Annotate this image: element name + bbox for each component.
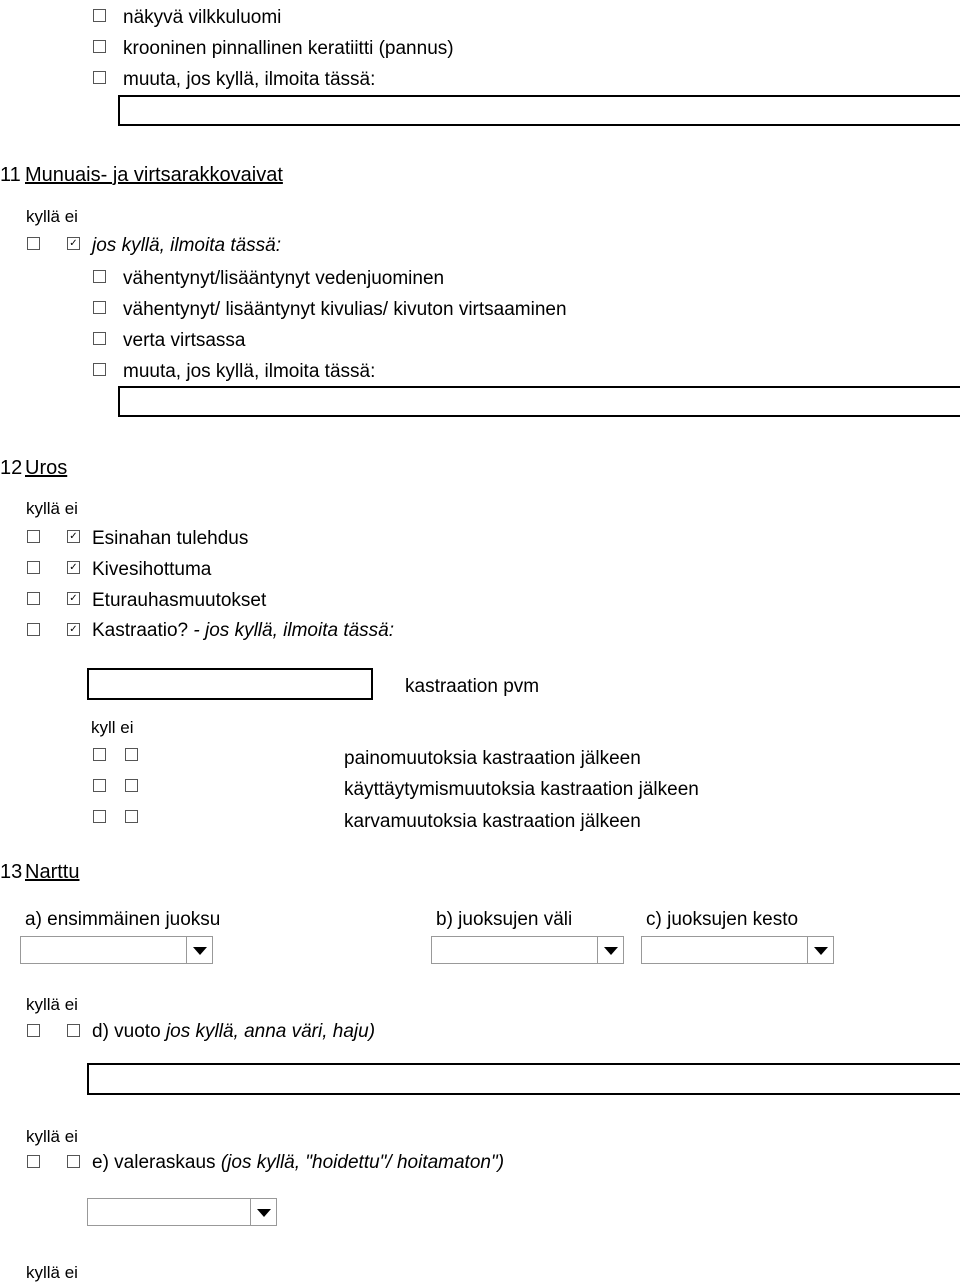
section-title: Narttu xyxy=(25,861,80,883)
instruction-text: jos kyllä, ilmoita tässä: xyxy=(92,235,282,256)
other-eye-text-field[interactable] xyxy=(118,95,960,126)
item-label: karvamuutoksia kastraation jälkeen xyxy=(344,811,641,832)
check-mark-icon: ✓ xyxy=(69,593,78,604)
option-label: vähentynyt/ lisääntynyt kivulias/ kivuton virtsaaminen xyxy=(123,299,567,320)
checkbox-yes[interactable] xyxy=(93,748,106,761)
chevron-down-icon[interactable] xyxy=(807,937,833,963)
section-number: 13 xyxy=(0,861,23,883)
checkbox-yes[interactable] xyxy=(27,1155,40,1168)
checkbox-yes[interactable] xyxy=(27,561,40,574)
castration-date-label: kastraation pvm xyxy=(405,676,540,697)
option-label: vähentynyt/lisääntynyt vedenjuominen xyxy=(123,268,445,289)
checkbox-other-urinary[interactable] xyxy=(93,363,106,376)
checkbox-yes[interactable] xyxy=(27,1024,40,1037)
item-label: Kivesihottuma xyxy=(92,559,212,580)
castration-date-field[interactable] xyxy=(87,668,373,700)
yes-no-header: kyllä ei xyxy=(26,1127,78,1146)
checkbox-no[interactable] xyxy=(67,1155,80,1168)
checkbox-yes[interactable] xyxy=(27,530,40,543)
pseudopregnancy-select[interactable] xyxy=(87,1198,277,1226)
item-label: Eturauhasmuutokset xyxy=(92,590,267,611)
chevron-down-icon[interactable] xyxy=(597,937,623,963)
checkbox-yes[interactable] xyxy=(27,237,40,250)
checkbox-no[interactable] xyxy=(67,237,80,250)
checkbox-no[interactable] xyxy=(67,592,80,605)
heat-duration-label: c) juoksujen kesto xyxy=(646,909,799,930)
checkbox-urination[interactable] xyxy=(93,301,106,314)
option-label: muuta, jos kyllä, ilmoita tässä: xyxy=(123,69,376,90)
other-urinary-text-field[interactable] xyxy=(118,386,960,417)
checkbox-yes[interactable] xyxy=(27,592,40,605)
heat-interval-label: b) juoksujen väli xyxy=(436,909,573,930)
check-mark-icon: ✓ xyxy=(69,624,78,635)
checkbox-no[interactable] xyxy=(67,623,80,636)
yes-no-header: kyllä ei xyxy=(26,499,78,518)
instruction-text: - jos kyllä, ilmoita tässä: xyxy=(193,620,395,641)
checkbox-yes[interactable] xyxy=(93,810,106,823)
yes-no-header: kyllä ei xyxy=(26,995,78,1014)
checkbox-yes[interactable] xyxy=(93,779,106,792)
checkbox-other-eye[interactable] xyxy=(93,71,106,84)
checkbox-pannus[interactable] xyxy=(93,40,106,53)
heat-interval-select[interactable] xyxy=(431,936,624,964)
yes-no-header: kyllä ei xyxy=(26,1263,78,1282)
checkbox-no[interactable] xyxy=(67,530,80,543)
checkbox-no[interactable] xyxy=(125,810,138,823)
item-label xyxy=(92,1152,504,1174)
heat-duration-select[interactable] xyxy=(641,936,834,964)
instruction-text: jos kyllä, anna väri, haju) xyxy=(165,1021,376,1042)
checkbox-visible-third-eyelid[interactable] xyxy=(93,9,106,22)
item-label xyxy=(92,620,394,642)
castration-label: Kastraatio? xyxy=(92,620,189,641)
checkbox-blood-in-urine[interactable] xyxy=(93,332,106,345)
option-label: muuta, jos kyllä, ilmoita tässä: xyxy=(123,361,376,382)
checkbox-drinking[interactable] xyxy=(93,270,106,283)
checkbox-yes[interactable] xyxy=(27,623,40,636)
chevron-down-icon[interactable] xyxy=(186,937,212,963)
section-title: Uros xyxy=(25,457,68,479)
checkbox-no[interactable] xyxy=(67,561,80,574)
first-heat-label: a) ensimmäinen juoksu xyxy=(25,909,221,930)
chevron-down-icon[interactable] xyxy=(250,1199,276,1225)
item-label: Esinahan tulehdus xyxy=(92,528,249,549)
section-number: 12 xyxy=(0,457,23,479)
option-label: verta virtsassa xyxy=(123,330,246,351)
section-number: 11 xyxy=(0,164,21,186)
check-mark-icon: ✓ xyxy=(69,562,78,573)
check-mark-icon: ✓ xyxy=(69,238,78,249)
discharge-label: d) vuoto xyxy=(92,1021,161,1042)
option-label: näkyvä vilkkuluomi xyxy=(123,7,282,28)
option-label: krooninen pinnallinen keratiitti (pannus) xyxy=(123,38,454,59)
checkbox-no[interactable] xyxy=(125,779,138,792)
checkbox-no[interactable] xyxy=(67,1024,80,1037)
yes-no-header: kyll ei xyxy=(91,718,134,737)
checkbox-no[interactable] xyxy=(125,748,138,761)
item-label: painomuutoksia kastraation jälkeen xyxy=(344,748,641,769)
instruction-text: (jos kyllä, "hoidettu"/ hoitamaton") xyxy=(220,1152,505,1173)
pseudopregnancy-label: e) valeraskaus xyxy=(92,1152,216,1173)
check-mark-icon: ✓ xyxy=(69,531,78,542)
item-label xyxy=(92,1021,375,1043)
first-heat-select[interactable] xyxy=(20,936,213,964)
discharge-text-field[interactable] xyxy=(87,1063,960,1095)
item-label: käyttäytymismuutoksia kastraation jälkeen xyxy=(344,779,699,800)
yes-no-header: kyllä ei xyxy=(26,207,78,226)
section-title: Munuais- ja virtsarakkovaivat xyxy=(25,164,283,186)
